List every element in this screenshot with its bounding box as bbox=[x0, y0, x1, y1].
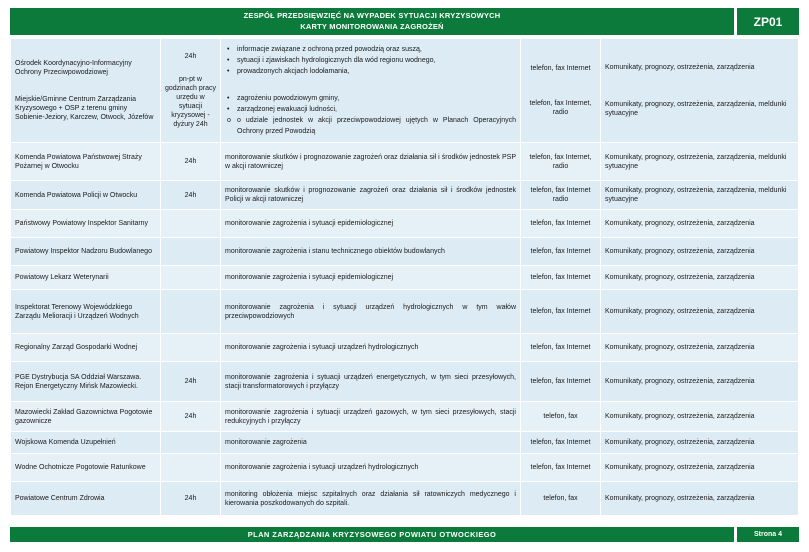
time-value: 24h bbox=[184, 53, 197, 60]
form-value: Komunikaty, prognozy, ostrzeżenia, zarządzenia, meldunki sytuacyjne bbox=[601, 181, 799, 210]
org-name: Regionalny Zarząd Gospodarki Wodnej bbox=[11, 334, 161, 362]
header-code: ZP01 bbox=[737, 8, 799, 35]
table-row bbox=[11, 210, 799, 238]
scope-value: monitorowanie zagrożenia i sytuacji urządzeń energetycznych, w tym sieci przesyłowych, stacji transformatorowych i przyłączy bbox=[221, 362, 521, 402]
comm-value: telefon, fax Internet bbox=[521, 432, 601, 454]
time-value bbox=[161, 334, 221, 362]
form-value: Komunikaty, prognozy, ostrzeżenia, zarządzenia, meldunki sytuacyjne bbox=[601, 143, 799, 181]
comm-value: telefon, fax Internet bbox=[521, 334, 601, 362]
scope-value: monitorowanie zagrożenia i sytuacji urządzeń hydrologicznych bbox=[221, 334, 521, 362]
table-row bbox=[11, 238, 799, 266]
table-row bbox=[11, 432, 799, 454]
time-value: 24h bbox=[161, 362, 221, 402]
time-value bbox=[161, 454, 221, 482]
comm-value: telefon, fax Internet bbox=[521, 238, 601, 266]
time-value bbox=[161, 266, 221, 290]
time-value bbox=[161, 238, 221, 266]
header-title bbox=[10, 8, 734, 35]
page-number: Strona 4 bbox=[737, 527, 799, 542]
list-item: • sytuacji i zjawiskach hydrologicznych dla wód regionu wodnego, bbox=[225, 55, 516, 66]
form-value: Komunikaty, prognozy, ostrzeżenia, zarządzenia bbox=[605, 64, 755, 71]
form-cell bbox=[601, 39, 799, 143]
comm-value: telefon, fax Internet bbox=[521, 362, 601, 402]
time-value bbox=[161, 290, 221, 334]
scope-value: monitorowanie zagrożenia i stanu technicznego obiektów budowlanych bbox=[221, 238, 521, 266]
org-name: Powiatowy Lekarz Weterynarii bbox=[11, 266, 161, 290]
time-value: 24h bbox=[161, 181, 221, 210]
time-cell bbox=[161, 39, 221, 143]
org-name: Ośrodek Koordynacyjno-Informacyjny Ochrony Przeciwpowodziowej bbox=[15, 60, 132, 76]
time-value bbox=[161, 432, 221, 454]
table-row bbox=[11, 362, 799, 402]
org-name: Państwowy Powiatowy Inspektor Sanitarny bbox=[11, 210, 161, 238]
form-value: Komunikaty, prognozy, ostrzeżenia, zarządzenia bbox=[601, 402, 799, 432]
comm-value: telefon, fax bbox=[521, 402, 601, 432]
header-title-line1: ZESPÓŁ PRZEDSIĘWZIĘĆ NA WYPADEK SYTUACJI KRYZYSOWYCH bbox=[243, 11, 501, 20]
time-value: pn-pt w godzinach pracy urzędu w sytuacji kryzysowej - dyżury 24h bbox=[165, 76, 216, 128]
header-title-line2: KARTY MONITOROWANIA ZAGROŻEŃ bbox=[300, 22, 444, 31]
table-row bbox=[11, 39, 799, 143]
form-value: Komunikaty, prognozy, ostrzeżenia, zarządzenia, meldunki sytuacyjne bbox=[605, 101, 787, 117]
org-name: Powiatowy Inspektor Nadzoru Budowlanego bbox=[11, 238, 161, 266]
org-name: Wojskowa Komenda Uzupełnień bbox=[11, 432, 161, 454]
comm-value: telefon, fax Internet bbox=[521, 210, 601, 238]
table-row bbox=[11, 334, 799, 362]
scope-value: monitorowanie zagrożenia bbox=[221, 432, 521, 454]
comm-value: telefon, fax Internet, radio bbox=[529, 100, 592, 116]
org-cell bbox=[11, 39, 161, 143]
monitoring-table bbox=[10, 38, 799, 516]
scope-list bbox=[225, 93, 516, 137]
table-row bbox=[11, 482, 799, 516]
list-item: • informacje związane z ochroną przed powodzią oraz suszą, bbox=[225, 44, 516, 55]
table-row bbox=[11, 143, 799, 181]
org-name: Wodne Ochotnicze Pogotowie Ratunkowe bbox=[11, 454, 161, 482]
list-item: • zarządzonej ewakuacji ludności, bbox=[225, 104, 516, 115]
org-name: PGE Dystrybucja SA Oddział Warszawa. Rejon Energetyczny Mińsk Mazowiecki. bbox=[11, 362, 161, 402]
form-value: Komunikaty, prognozy, ostrzeżenia, zarządzenia bbox=[601, 334, 799, 362]
form-value: Komunikaty, prognozy, ostrzeżenia, zarządzenia bbox=[601, 266, 799, 290]
org-name: Komenda Powiatowa Państwowej Straży Pożarnej w Otwocku bbox=[11, 143, 161, 181]
comm-value: telefon, fax bbox=[521, 482, 601, 516]
footer-title: PLAN ZARZĄDZANIA KRYZYSOWEGO POWIATU OTWOCKIEGO bbox=[10, 527, 734, 542]
org-name: Miejskie/Gminne Centrum Zarządzania Kryzysowego + OSP z terenu gminy Sobienie-Jeziory, Karczew, Otwock, Józefów bbox=[15, 96, 154, 121]
comm-value: telefon, fax Internet bbox=[530, 65, 591, 72]
scope-value: monitorowanie skutków i prognozowanie zagrożeń oraz działania sił i środków jednostek PSP w akcji ratowniczej bbox=[221, 143, 521, 181]
comm-value: telefon, fax Internet bbox=[521, 290, 601, 334]
table-row bbox=[11, 402, 799, 432]
org-name: Mazowiecki Zakład Gazownictwa Pogotowie gazownicze bbox=[11, 402, 161, 432]
comm-value: telefon, fax Internet bbox=[521, 454, 601, 482]
time-value: 24h bbox=[161, 143, 221, 181]
form-value: Komunikaty, prognozy, ostrzeżenia, zarządzenia bbox=[601, 432, 799, 454]
time-value: 24h bbox=[161, 402, 221, 432]
list-item: • prowadzonych akcjach lodołamania, bbox=[225, 66, 516, 77]
form-value: Komunikaty, prognozy, ostrzeżenia, zarządzenia bbox=[601, 238, 799, 266]
scope-value: monitorowanie zagrożenia i sytuacji epidemiologicznej bbox=[221, 210, 521, 238]
form-value: Komunikaty, prognozy, ostrzeżenia, zarządzenia bbox=[601, 454, 799, 482]
scope-value: monitoring obłożenia miejsc szpitalnych oraz działania sił ratowniczych medycznego i kierowania poszkodowanych do szpitali. bbox=[221, 482, 521, 516]
list-item: o o udziale jednostek w akcji przeciwpowodziowej ujętych w Planach Operacyjnych Ochrony przed Powodzią bbox=[225, 115, 516, 137]
time-value bbox=[161, 210, 221, 238]
table-row bbox=[11, 266, 799, 290]
table-row bbox=[11, 454, 799, 482]
table-row bbox=[11, 181, 799, 210]
comm-value: telefon, fax Internet, radio bbox=[521, 143, 601, 181]
scope-value: monitorowanie zagrożenia i sytuacji urządzeń gazowych, w tym sieci przesyłowych, stacji redukcyjnych i przyłączy bbox=[221, 402, 521, 432]
org-name: Powiatowe Centrum Zdrowia bbox=[11, 482, 161, 516]
org-name: Inspektorat Terenowy Wojewódzkiego Zarządu Melioracji i Urządzeń Wodnych bbox=[11, 290, 161, 334]
form-value: Komunikaty, prognozy, ostrzeżenia, zarządzenia bbox=[601, 290, 799, 334]
scope-value: monitorowanie zagrożenia i sytuacji urządzeń hydrologicznych w tym wałów przeciwpowodziowych bbox=[221, 290, 521, 334]
comm-value: telefon, fax Internet bbox=[521, 266, 601, 290]
form-value: Komunikaty, prognozy, ostrzeżenia, zarządzenia bbox=[601, 362, 799, 402]
scope-value: monitorowanie zagrożenia i sytuacji urządzeń hydrologicznych bbox=[221, 454, 521, 482]
document-footer bbox=[10, 527, 799, 542]
org-name: Komenda Powiatowa Policji w Otwocku bbox=[11, 181, 161, 210]
comm-value: telefon, fax Internet radio bbox=[521, 181, 601, 210]
scope-cell bbox=[221, 39, 521, 143]
form-value: Komunikaty, prognozy, ostrzeżenia, zarządzenia bbox=[601, 210, 799, 238]
scope-list bbox=[225, 44, 516, 77]
list-item: • zagrożeniu powodziowym gminy, bbox=[225, 93, 516, 104]
time-value: 24h bbox=[161, 482, 221, 516]
form-value: Komunikaty, prognozy, ostrzeżenia, zarządzenia bbox=[601, 482, 799, 516]
table-row bbox=[11, 290, 799, 334]
scope-value: monitorowanie zagrożenia i sytuacji epidemiologicznej bbox=[221, 266, 521, 290]
scope-value: monitorowanie skutków i prognozowanie zagrożeń oraz działania sił i środków jednostek Policji w akcji ratowniczej bbox=[221, 181, 521, 210]
document-header bbox=[10, 8, 799, 35]
comm-cell bbox=[521, 39, 601, 143]
